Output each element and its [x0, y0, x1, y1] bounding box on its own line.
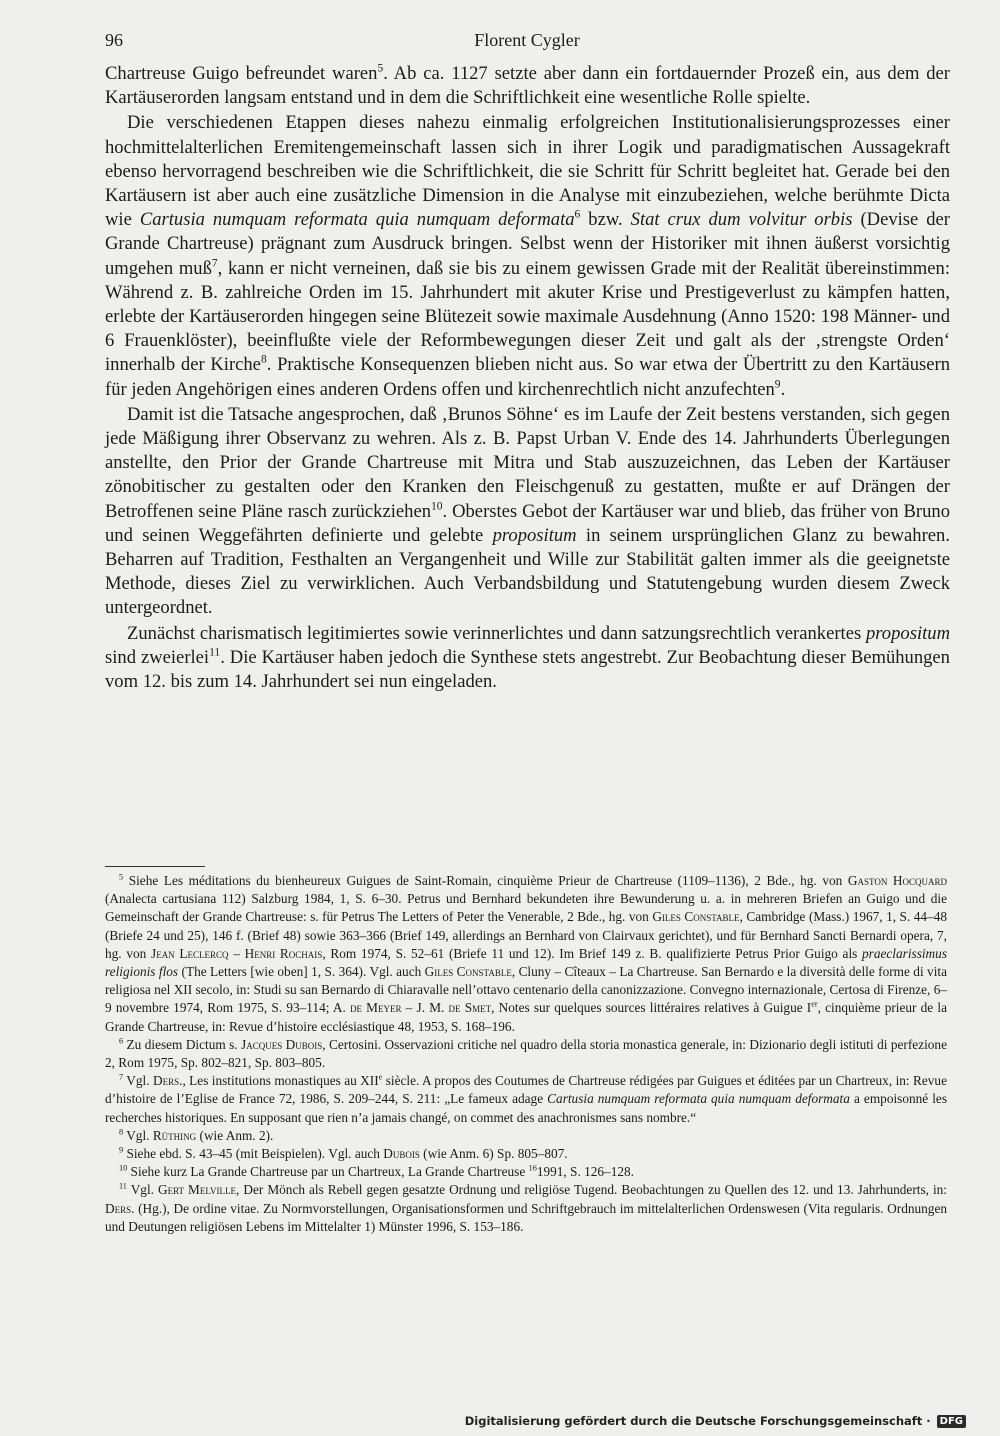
footnote-ref[interactable]: 11 — [209, 646, 221, 659]
author-name: de Meyer – J. M. de Smet — [350, 1000, 492, 1016]
digitization-footer — [465, 1414, 966, 1428]
paragraph-1 — [105, 62, 950, 110]
footnote-8 — [105, 1127, 947, 1145]
footnote-10 — [105, 1163, 947, 1181]
text-run: . Praktische Konsequenzen blieben nicht aus. So war etwa der Übertritt zu den Kartäusern für jeden Angehörigen eines anderen Ordens offen und kirchenrechtlich nicht anzufechten — [105, 354, 951, 400]
footnote-number: 10 — [119, 1163, 128, 1173]
running-author: Florent Cygler — [474, 30, 580, 50]
footnote-ref[interactable]: 8 — [260, 353, 267, 366]
author-name: Giles Constable — [652, 909, 740, 925]
text-run: siècle. A propos des Coutumes de Chartreuse rédigées par Guigues et éditées par un Chartreux, in: Revue d’histoire de l’Eglise de France 72, 1986, S. 209–244, S. 211: „Le fameux adage — [105, 1073, 947, 1107]
running-header — [105, 30, 949, 54]
paragraph-2 — [105, 111, 950, 401]
text-run: bzw. — [580, 209, 631, 231]
text-run: , Cambridge (Mass.) 1967, 1, S. 44–48 (Briefe 24 und 25), 146 f. (Brief 48) sowie 363–366 (Brief 149, allerdings an Bernhard von Clairvaux gerichtet), und für Bernhard Sancti Bernardi opera, 7, hg. von — [105, 909, 948, 961]
footer-credit: Digitalisierung gefördert durch die Deutsche Forschungsgemeinschaft · — [464, 1414, 931, 1428]
text-run: , Der Mönch als Rebell gegen gesatzte Ordnung und religiöse Tugend. Beobachtungen zu Quellen des 12. und 13. Jahrhunderts, in: — [236, 1182, 947, 1198]
text-run: , Rom 1974, S. 52–61 (Briefe 11 und 12). Im Brief 149 z. B. qualifizierte Petrus Prior Guigo als — [322, 945, 863, 961]
superscript: e — [378, 1072, 383, 1082]
superscript: er — [811, 1000, 818, 1010]
body-text — [105, 62, 950, 694]
page-number: 96 — [105, 30, 123, 50]
text-run: , Certosini. Osservazioni critiche nel quadro della storia monastica generale, in: Dizionario degli istituti di perfezione 2, Rom 1975, Sp. 802–821, Sp. 803–805. — [105, 1036, 947, 1071]
italic-term: propositum — [865, 622, 950, 644]
text-run: Siehe kurz La Grande Chartreuse par un Chartreux, La Grande Chartreuse — [127, 1164, 529, 1180]
text-run: (wie Anm. 6) Sp. 805–807. — [419, 1146, 568, 1162]
footnote-number: 5 — [119, 872, 124, 882]
text-run: , Cluny – Cîteaux – La Chartreuse. San Bernardo e la diversità delle forme di vita religiosa nel XII secolo, in: Studi su san Bernardo di Chiaravalle nell’ottavo centenario della canonizzazione. Convegno internazionale, Certosa di Firenze, 6–9 novembre 1974, Rom 1975, S. 93–114; A. — [105, 964, 947, 1016]
author-name: Ders. — [153, 1073, 183, 1089]
superscript: 16 — [528, 1163, 537, 1173]
text-run: 1991, S. 126–128. — [536, 1164, 634, 1180]
footnote-ref[interactable]: 7 — [211, 257, 218, 270]
author-name: Gaston Hocquard — [847, 873, 948, 888]
footnotes — [105, 872, 947, 1236]
text-run: in seinem ursprünglichen Glanz zu bewahren. Beharren auf Tradition, Festhalten an Vergangenheit und Wille zur Stabilität galten immer als die geeignetste Methode, dieses Ziel zu verwirklichen. Auch Verbandsbildung und Statutengebung wurden diesem Zweck untergeordnet. — [105, 524, 950, 619]
author-name: Rüthing — [152, 1127, 197, 1143]
footnote-number: 7 — [119, 1072, 124, 1082]
footnote-6 — [105, 1036, 947, 1072]
footnote-number: 6 — [119, 1036, 124, 1046]
text-run: a empoisonné les recherches historiques. En supposant que rien n’a jamais changé, on commet des anachronismes sans nombre.“ — [105, 1091, 948, 1125]
footnote-ref[interactable]: 10 — [431, 500, 443, 513]
text-run: Vgl. — [123, 1127, 153, 1143]
text-run: sind zweierlei — [105, 646, 210, 668]
text-run: . Ab ca. 1127 setzte aber dann ein fortdauernder Prozeß ein, aus dem der Kartäuserorden langsam entstand und in dem die Schriftlichkeit eine wesentliche Rolle spielte. — [105, 63, 950, 109]
dfg-logo: DFG — [937, 1415, 966, 1428]
paragraph-3 — [105, 403, 950, 621]
author-name: Gert Melville — [157, 1182, 237, 1198]
italic-quote: Cartusia numquam reformata quia numquam deformata — [547, 1091, 850, 1107]
footnote-ref[interactable]: 6 — [574, 208, 581, 221]
author-name: Dubois — [383, 1146, 420, 1162]
text-run: Chartreuse Guigo befreundet waren — [105, 63, 378, 84]
footnote-number: 11 — [119, 1182, 127, 1192]
text-run: (Devise der Grande Chartreuse) prägnant zum Ausdruck bringen. Selbst wenn der Historiker mit ihnen äußerst vorsichtig umgehen muß — [105, 209, 950, 279]
text-run: Damit ist die Tatsache angesprochen, daß ‚Brunos Söhne‘ es im Laufe der Zeit bestens verstanden, sich gegen jede Mäßigung ihrer Observanz zu wehren. Als z. B. Papst Urban V. Ende des 14. Jahrhunderts Überlegungen anstellte, den Prior der Grande Chartreuse mit Mitra und Stab auszuzeichnen, das Leben der Kartäuser zönobitischer zu gestalten oder den Kranken den Fleischgenuß zu gestatten, mußte er auf Drängen der Betroffenen seine Pläne rasch zurückziehen — [105, 403, 950, 522]
text-run: Vgl. — [126, 1182, 158, 1198]
footnote-number: 9 — [119, 1145, 124, 1155]
text-run: . Die Kartäuser haben jedoch die Synthese stets angestrebt. Zur Beobachtung dieser Bemühungen vom 12. bis zum 14. Jahrhundert sei nun eingeladen. — [105, 646, 950, 693]
text-run: , kann er nicht verneinen, daß sie bis zu einem gewissen Grade mit der Realität übereinstimmen: Während z. B. zahlreiche Orden im 15. Jahrhundert mit akuter Krise und Prestigeverlust zu kämpfen hatten, erlebte der Kartäuserorden hingegen seine Blütezeit sowie maximale Ausdehnung (Anno 1520: 198 Männer- und 6 Frauenklöster), beeinflußte viele der Reformbewegungen dieser Zeit und galt als der ‚strengste Orden‘ innerhalb der Kirche — [105, 257, 950, 376]
footnote-9 — [105, 1145, 947, 1163]
text-run: . Oberstes Gebot der Kartäuser war und blieb, das früher von Bruno und seinen Weggefährten definierte und gelebte — [105, 500, 950, 546]
text-run: . — [780, 378, 786, 400]
text-run: , Notes sur quelques sources littéraires relatives à Guigue I — [491, 1000, 812, 1016]
footnote-11 — [105, 1181, 947, 1236]
text-run: Siehe ebd. S. 43–45 (mit Beispielen). Vgl. auch — [123, 1146, 384, 1162]
italic-quote: praeclarissimus religionis flos — [105, 945, 947, 980]
text-run: (Hg.), De ordine vitae. Zu Normvorstellungen, Organisationsformen und Schriftgebrauch im mittelalterlichen Ordenswesen (Vita regularis. Ordnungen und Deutungen religiösen Lebens im Mittelalter 1) Münster 1996, S. 153–186. — [105, 1200, 947, 1234]
footnote-number: 8 — [119, 1127, 124, 1137]
footnote-ref[interactable]: 5 — [377, 62, 384, 75]
text-run: (The Letters [wie oben] 1, S. 364). Vgl. auch — [178, 964, 425, 980]
text-run: , Les institutions monastiques au XII — [182, 1073, 379, 1089]
author-name: Jean Leclercq – Henri Rochais — [151, 945, 323, 961]
text-run: (wie Anm. 2). — [196, 1127, 274, 1143]
paragraph-4 — [105, 622, 950, 695]
text-run: Zu diesem Dictum s. — [123, 1036, 242, 1052]
italic-quote: Cartusia numquam reformata quia numquam deformata — [139, 209, 575, 231]
italic-quote: Stat crux dum volvitur orbis — [630, 209, 853, 231]
author-name: Jacques Dubois — [241, 1036, 323, 1052]
italic-term: propositum — [492, 524, 577, 546]
author-name: Ders. — [105, 1200, 135, 1216]
footnote-separator — [105, 866, 205, 867]
text-run: (Analecta cartusiana 112) Salzburg 1984, 1, S. 6–30. Petrus und Bernhard bekundeten ihre Bewunderung u. a. in mehreren Briefen an Guigo und die Gemeinschaft der Grande Chartreuse: s. für Petrus The Letters of Peter the Venerable, 2 Bde., hg. von — [105, 891, 947, 925]
text-run: Vgl. — [123, 1073, 153, 1089]
footnote-7 — [105, 1072, 947, 1127]
footnote-ref[interactable]: 9 — [774, 378, 781, 391]
text-run: Die verschiedenen Etappen dieses nahezu einmalig erfolgreichen Institutionalisierungsprozesses einer hochmittelalterlichen Eremitengemeinschaft lassen sich in ihrer Logik und paradigmatischen Aussagekraft ebenso hervorragend beschreiben wie die Schriftlichkeit, die sie Schritt für Schritt begleitet hat. Gerade bei den Kartäusern ist aber auch eine zusätzliche Dimension in die Analyse mit einzubeziehen, welche berühmte Dicta wie — [105, 112, 950, 231]
text-run: , cinquième prieur de la Grande Chartreuse, in: Revue d’histoire ecclésiastique 48, 1953, S. 168–196. — [105, 1000, 947, 1034]
text-run: Siehe Les méditations du bienheureux Guigues de Saint-Romain, cinquième Prieur de Chartreuse (1109–1136), 2 Bde., hg. von — [123, 873, 848, 888]
footnote-5 — [105, 872, 947, 1036]
author-name: Giles Constable — [424, 964, 512, 980]
text-run: Zunächst charismatisch legitimiertes sowie verinnerlichtes und dann satzungsrechtlich verankertes — [127, 622, 866, 644]
